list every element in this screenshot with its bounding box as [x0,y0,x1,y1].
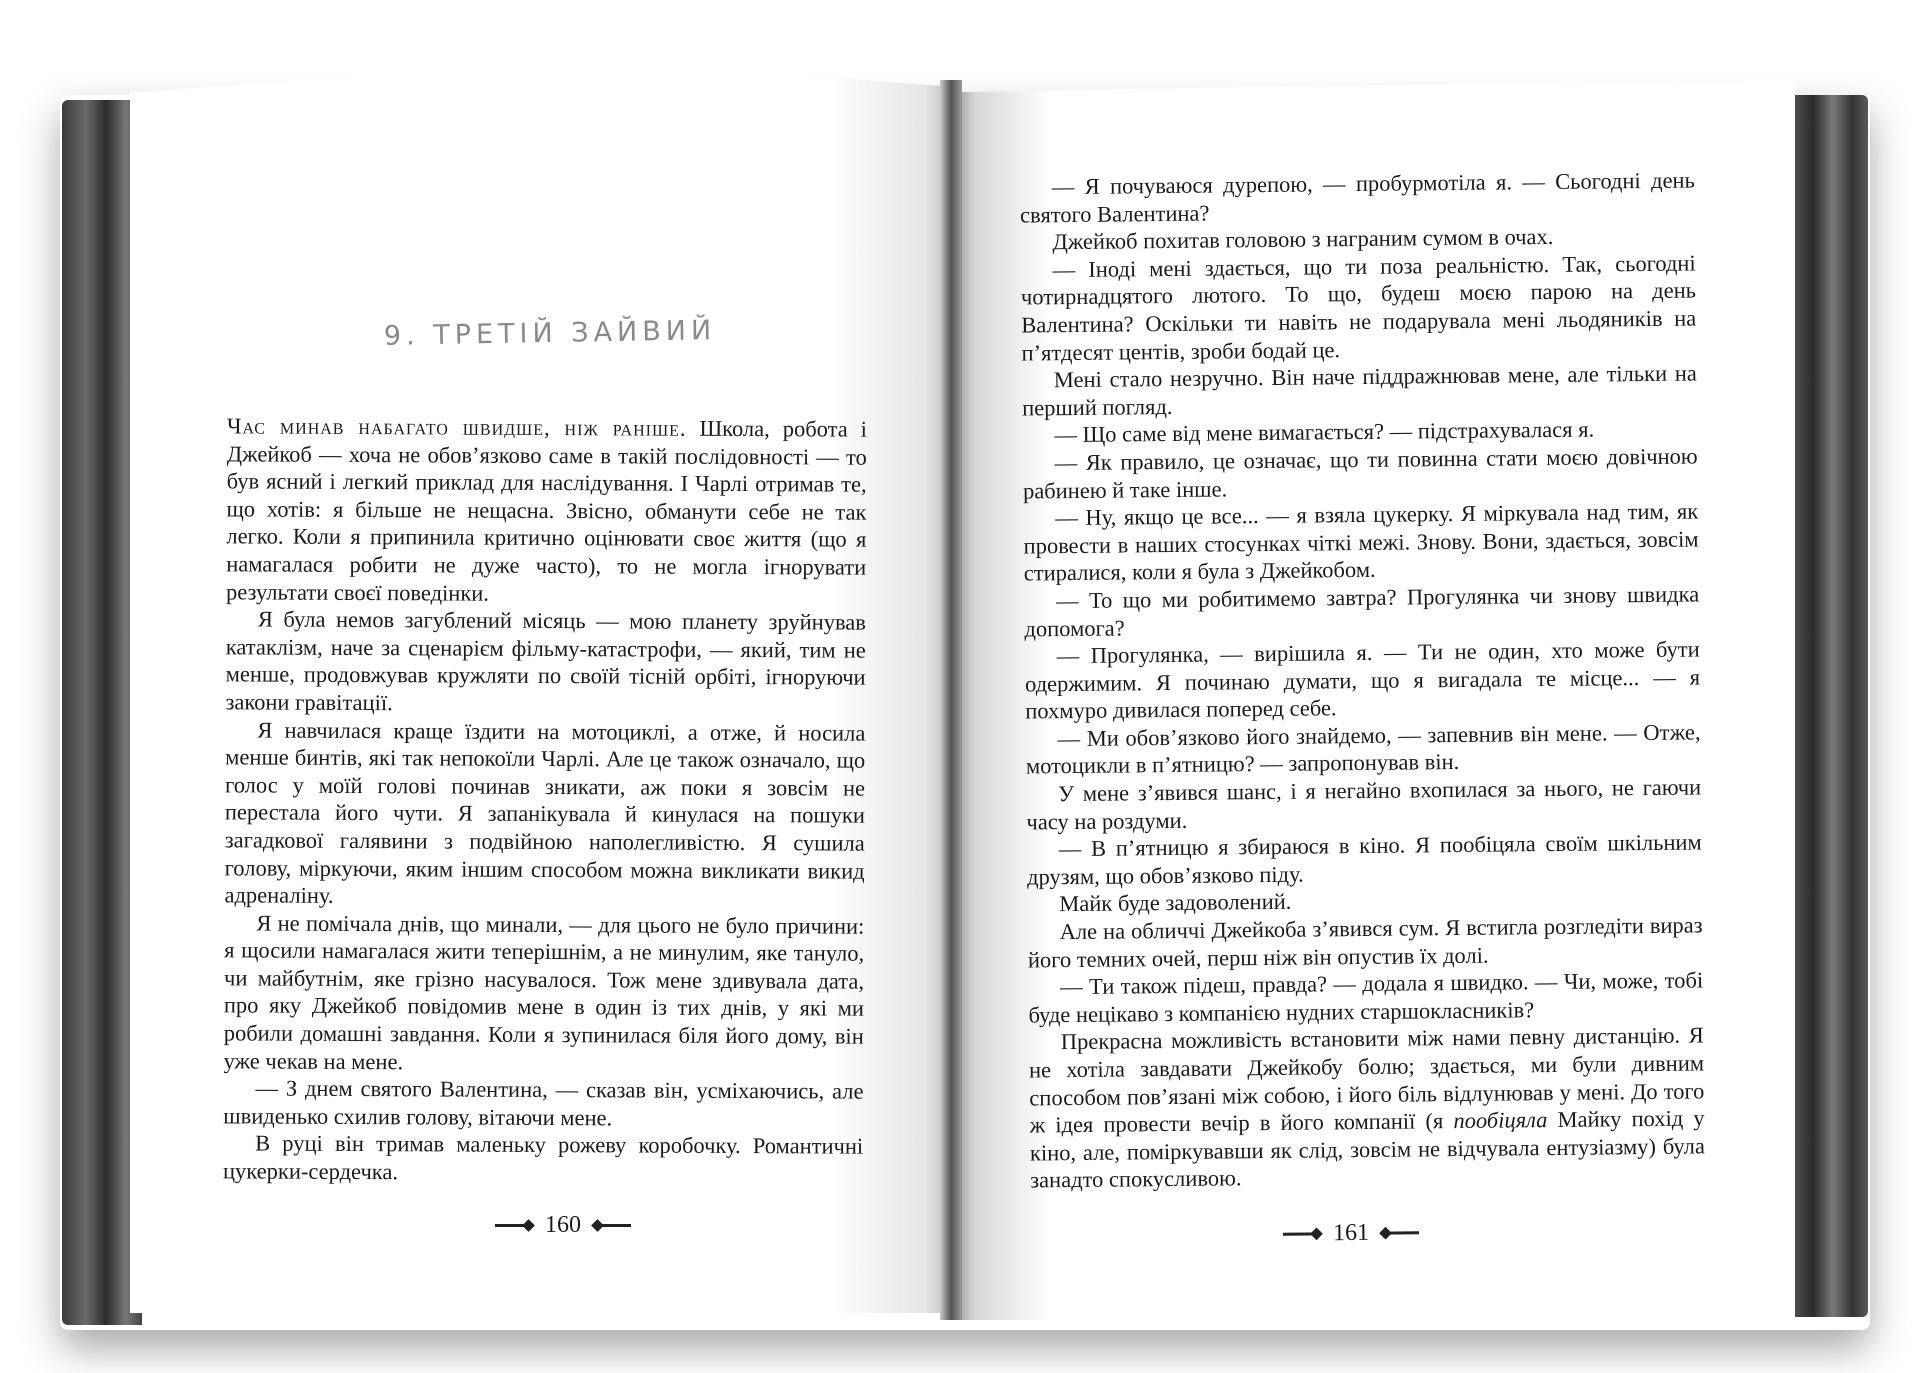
paragraph: — Ну, якщо це все... — я взяла цукерку. Я міркувала над тим, як провести в наших стосунках чіткі межі. Знову. Вони, здається, зовсім стиралися, коли я була з Джейкобом. [1023,498,1699,586]
paragraph: Я була немов загублений місяць — мою планету зруйнував катаклізм, наче за сценарієм фільму-катастрофи, — який, тим не менше, продовжував кружляти по своїй тісній орбіті, ігноруючи закони гравітації. [225,606,867,716]
paragraph: — В п’ятницю я збираюся в кіно. Я пообіцяла своїм шкільним друзям, що обов’язково піду. [1026,829,1702,890]
left-page-text [223,412,867,1188]
page-stack-right [1790,95,1868,1317]
paragraph-text: Майку похід у кіно, але, поміркувавши як слід, зовсім не відчувала ентузіазму) була занадто спокусливою. [1029,1105,1706,1193]
italic-word: пообіцяла [1453,1107,1548,1134]
paragraph [226,412,867,609]
paragraph: — То що ми робитимемо завтра? Прогулянка чи знову швидка допомога? [1024,581,1700,642]
paragraph: — Що саме від мене вимагається? — підстрахувалася я. [1054,416,1595,448]
right-page-text [1020,166,1706,1194]
paragraph: — Прогулянка, — вирішила я. — Ти не один, хто може бути одержимим. Я починаю думати, що я вигадала те місце... — я похмуро дивилася поперед себе. [1024,636,1701,724]
paragraph-text: Школа, робота і Джейкоб — хоча не обов’язково саме в такій послідовності — то був ясний і легкий приклад для наслідування. І Чарлі отримав те, що хотів: я більше не нещасна. Звісно, обманути себе не так легко. Коли я припинила критично оцінювати своє життя (що я намагалася робити не дуже часто), то не могла ігнорувати результати своєї поведінки. [226,415,868,606]
ornament-icon [495,1224,533,1227]
paragraph: — Як правило, це означає, що ти повинна стати моєю довічною рабинею й таке інше. [1022,443,1698,504]
ornament-icon [593,1224,631,1227]
chapter-title: 9. ТРЕТІЙ ЗАЙВИЙ [383,315,717,352]
paragraph: Але на обличчі Джейкоба з’явився сум. Я встигла розгледіти вираз його темних очей, перш ніж він опустив їх долі. [1027,912,1703,973]
paragraph: — З днем святого Валентина, — сказав він, усміхаючись, але швиденько схилив голову, вітаючи мене. [223,1075,864,1131]
paragraph [1029,1022,1706,1195]
paragraph: — Ми обов’язково його знайдемо, — запевнив він мене. — Отже, мотоцикли в п’ятницю? — запропонував він. [1025,719,1701,779]
page-number-left [495,1212,631,1239]
paragraph: — Іноді мені здається, що ти поза реальністю. Так, сьогодні чотирнадцятого лютого. То що, будеш моєю парою на день Валентина? Оскільки ти навіть не подарувала мені льодяників на п’ятдесят центів, зроби бодай це. [1020,250,1697,366]
paragraph: — Ти також підеш, правда? — додала я швидко. — Чи, може, тобі буде нецікаво з компанією нудних старшокласників? [1028,967,1704,1028]
paragraph: У мене з’явився шанс, і я негайно вхопилася за нього, не гаючи часу на роздуми. [1026,774,1702,835]
lead-smallcaps: Час минав набагато швидше, ніж раніше. [226,413,687,441]
paragraph: Джейкоб похитав головою з награним сумом в очах. [1052,224,1554,255]
paragraph: Я не помічала днів, що минали, — для цього не було причини: я щосили намагалася жити теперішнім, а не минулим, яке тануло, чи майбутнім, яке грізно насувалося. Тож мене здивувала дата, про яку Джейкоб повідомив мене в один із тих днів, у які ми робили домашні завдання. Коли я зупинилася біля його дому, він уже чекав на мене. [223,910,865,1074]
paragraph: — Я почуваюся дурепою, — пробурмотіла я. — Сьогодні день святого Валентина? [1019,167,1695,228]
ornament-icon [1381,1231,1419,1234]
paragraph: В руці він тримав маленьку рожеву коробочку. Романтичні цукерки-сердечка. [222,1130,864,1185]
book-gutter [940,80,962,1320]
paragraph: Мені стало незручно. Він наче піддражнював мене, але тільки на перший погляд. [1021,360,1697,421]
paragraph: Я навчилася краще їздити на мотоциклі, а отже, й носила менше бинтів, які так непокоїли Чарлі. Але це також означало, що голос у моїй голові починав зникати, аж поки я зовсім не перестала його чути. Я запанікувала й кинулася на пошуки загадкової галявини з подвійною наполегливістю. Я сушила голову, міркуючи, яким іншим способом можна викликати викид адреналіну. [224,717,866,908]
ornament-icon [1283,1232,1321,1235]
page-number: 160 [545,1212,581,1238]
page-number: 161 [1332,1219,1370,1247]
page-number-right [1283,1219,1419,1247]
paragraph: Майк буде задоволений. [1059,889,1292,917]
paragraph-text: Прекрасна можливість встановити між нами певну дистанцію. Я не хотіла завдавати Джейкобу болю; здається, ми були дивним способом пов’язані між собою, і його біль відлунював у мені. До того ж ідея провести вечір в його компанії (я [1028,1022,1705,1138]
